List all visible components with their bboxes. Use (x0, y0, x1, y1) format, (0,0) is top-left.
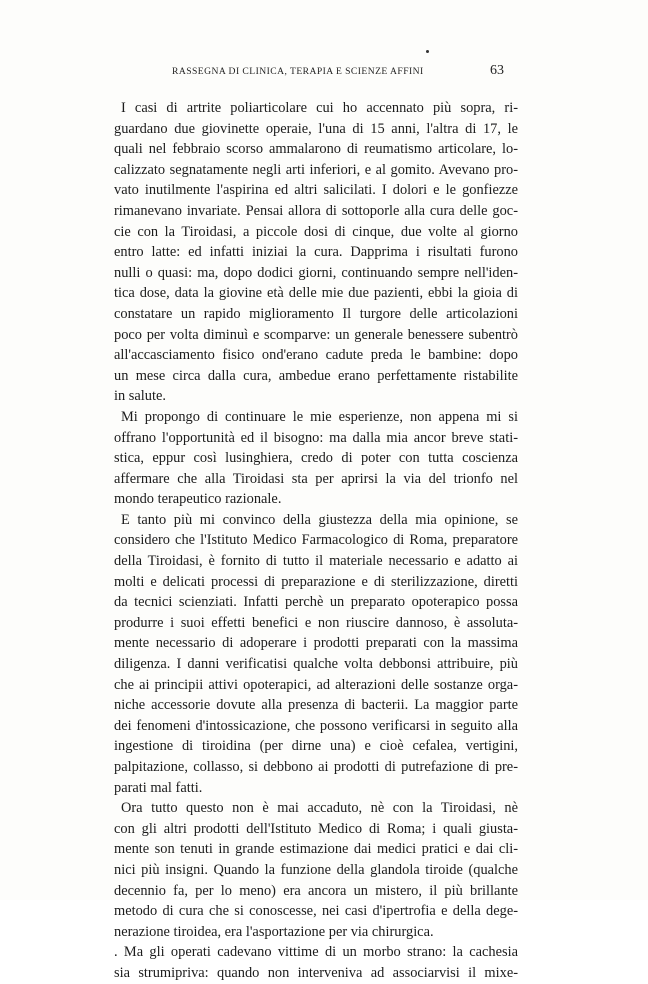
text-line: decennio fa, per lo meno) era ancora un mistero, il più brillante (114, 882, 518, 899)
text-line: poco per volta diminuì e scomparve: un generale benessere subentrò (114, 326, 518, 343)
text-line: Ora tutto questo non è mai accaduto, nè con la Tiroidasi, nè (121, 800, 518, 817)
text-line: nici più insigni. Quando la funzione della glandola tiroide (qualche (114, 861, 518, 878)
text-line: un mese circa dalla cura, ambedue erano perfettamente ristabilite (114, 367, 518, 384)
text-line: diligenza. I danni verificatisi qualche volta debbonsi attribuire, più (114, 656, 518, 673)
text-line: nulli o quasi: ma, dopo dodici giorni, continuando sempre nell'iden- (114, 264, 518, 281)
text-line: con gli altri prodotti dell'Istituto Medico di Roma; i quali giusta- (114, 820, 518, 837)
text-line: tica dose, data la giovine età delle mie due pazienti, ebbi la gioia di (114, 285, 518, 302)
text-line: parati mal fatti. (114, 779, 203, 796)
text-line: stica, eppur così lusinghiera, credo di poter con tutta coscienza (114, 450, 518, 467)
text-line: molti e delicati processi di preparazione e di sterilizzazione, diretti (114, 573, 518, 590)
text-line: calizzato segnatamente negli arti inferiori, e al gomito. Avevano pro- (114, 161, 518, 178)
text-line: all'accasciamento fisico ond'erano cadute preda le bambine: dopo (114, 347, 518, 364)
text-line: in salute. (114, 388, 166, 405)
text-line: cie con la Tiroidasi, a piccole dosi di cinque, due volte al giorno (114, 223, 518, 240)
text-line: guardano due giovinette operaie, l'una di 15 anni, l'altra di 17, le (114, 120, 518, 137)
text-line: rimanevano invariate. Pensai allora di sottoporle alla cura delle goc- (114, 202, 518, 219)
text-line: Mi propongo di continuare le mie esperienze, non appena mi si (121, 408, 518, 425)
text-line: constatare un rapido miglioramento Il turgore delle articolazioni (114, 305, 518, 322)
text-line: I casi di artrite poliarticolare cui ho accennato più sopra, ri- (121, 100, 518, 116)
text-line: metodo di cura che si conoscesse, nei casi d'ipertrofia e della dege- (114, 903, 518, 920)
text-line: vato inutilmente l'aspirina ed altri salicilati. I dolori e le gonfiezze (114, 182, 518, 199)
text-line: entro latte: ed infatti iniziai la cura. Dapprima i risultati furono (114, 244, 518, 261)
text-line: nerazione tiroidea, era l'asportazione per via chirurgica. (114, 923, 434, 940)
text-line: della Tiroidasi, è fornito di tutto il materiale necessario e adatto ai (114, 553, 518, 570)
text-line: palpitazione, collasso, si debbono ai prodotti di putrefazione di pre- (114, 759, 518, 775)
page-number: 63 (490, 63, 504, 78)
body-text (114, 98, 518, 984)
text-line: niche accessorie dovute alla presenza di bacterii. La maggior parte (114, 697, 518, 714)
text-line: . Ma gli operati cadevano vittime di un morbo strano: la cachesia (114, 944, 518, 961)
text-line: mondo terapeutico razionale. (114, 491, 282, 508)
text-line: affermare che alla Tiroidasi sta per aprirsi la via del trionfo nel (114, 470, 518, 487)
text-line: considero che l'Istituto Medico Farmacologico di Roma, preparatore (114, 532, 518, 549)
text-line: ingestione di tiroidina (per dirne una) e cioè cefalea, vertigini, (114, 738, 518, 755)
text-line: dei fenomeni d'intossicazione, che possono verificarsi in seguito alla (114, 717, 518, 734)
text-line: sia strumipriva: quando non interveniva ad associarvisi il mixe- (114, 964, 518, 981)
running-title: RASSEGNA DI CLINICA, TERAPIA E SCIENZE AFFINI (172, 66, 424, 77)
text-line: che ai principii attivi opoterapici, ad alterazioni delle sostanze orga- (114, 676, 518, 693)
text-line: mente necessario di adoperare i prodotti preparati con la massima (114, 635, 518, 652)
text-line: offrano l'opportunità ed il bisogno: ma dalla mia ancor breve stati- (114, 429, 518, 446)
print-speck (426, 50, 429, 53)
text-line: produrre i suoi effetti benefici e non riuscire dannoso, è assoluta- (114, 614, 518, 631)
text-line: quali nel febbraio scorso ammalarono di reumatismo articolare, lo- (114, 141, 518, 158)
text-line: mente son tenuti in grande estimazione dai medici pratici e dai cli- (114, 841, 518, 858)
text-line: da tecnici scienziati. Infatti perchè un preparato opoterapico possa (114, 594, 518, 611)
text-line: E tanto più mi convinco della giustezza della mia opinione, se (121, 511, 518, 528)
